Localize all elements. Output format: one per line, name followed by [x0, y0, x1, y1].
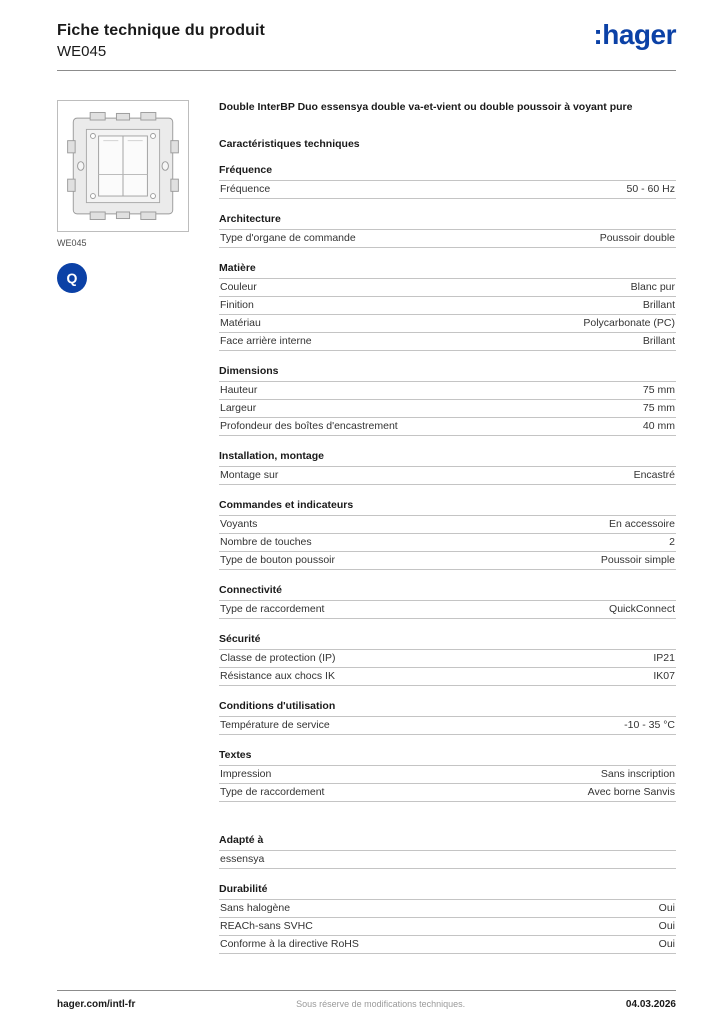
spec-section — [219, 499, 676, 570]
spec-section — [219, 164, 676, 199]
spec-row — [219, 552, 676, 570]
product-title: Double InterBP Duo essensya double va-et-vient ou double poussoir à voyant pure — [219, 101, 633, 113]
spec-row — [219, 851, 676, 869]
page-header — [57, 19, 676, 71]
footer-site: hager.com/intl-fr — [57, 999, 136, 1010]
spec-value: Brillant — [642, 335, 675, 348]
spec-value: 40 mm — [642, 420, 675, 433]
spec-label: Type de raccordement — [220, 603, 325, 616]
section-rows — [219, 600, 676, 619]
spec-row — [219, 279, 676, 297]
spec-value: Oui — [658, 938, 675, 951]
spec-value: 2 — [669, 536, 675, 549]
spec-label: Impression — [220, 768, 272, 781]
spec-row — [219, 918, 676, 936]
section-rows — [219, 381, 676, 436]
section-heading: Sécurité — [219, 633, 261, 646]
spec-row — [219, 650, 676, 668]
spec-row — [219, 382, 676, 400]
spec-panel — [219, 100, 676, 954]
spec-label: Type de bouton poussoir — [220, 554, 335, 567]
spec-value: Sans inscription — [600, 768, 675, 781]
spec-section — [219, 700, 676, 735]
section-rows — [219, 850, 676, 869]
spec-label: Matériau — [220, 317, 261, 330]
spec-label: Face arrière interne — [220, 335, 312, 348]
section-heading: Connectivité — [219, 584, 283, 597]
image-caption: WE045 — [57, 238, 87, 248]
section-heading: Matière — [219, 262, 256, 275]
spec-row — [219, 181, 676, 199]
spec-value: IK07 — [653, 670, 675, 683]
left-panel — [57, 100, 189, 954]
spec-row — [219, 333, 676, 351]
section-heading: Commandes et indicateurs — [219, 499, 354, 512]
section-heading: Fréquence — [219, 164, 273, 177]
spec-label: Sans halogène — [220, 902, 291, 915]
spec-label: Type de raccordement — [220, 786, 325, 799]
footer-note: Sous réserve de modifications techniques. — [296, 999, 466, 1009]
spec-row — [219, 766, 676, 784]
switch-drawing-icon — [62, 105, 184, 227]
spec-row — [219, 516, 676, 534]
section-heading: Conditions d'utilisation — [219, 700, 336, 713]
spec-section — [219, 262, 676, 351]
page-title: Fiche technique du produit — [57, 22, 265, 39]
section-heading: Architecture — [219, 213, 281, 226]
spec-label: REACh-sans SVHC — [220, 920, 313, 933]
spec-label: Résistance aux chocs IK — [220, 670, 335, 683]
section-rows — [219, 278, 676, 351]
spec-section — [219, 834, 676, 869]
spec-row — [219, 900, 676, 918]
spec-label: Montage sur — [220, 469, 279, 482]
page-footer — [57, 990, 676, 1010]
spec-value: Oui — [658, 920, 675, 933]
product-code: WE045 — [57, 43, 107, 60]
section-rows — [219, 229, 676, 248]
spec-row — [219, 717, 676, 735]
spec-row — [219, 297, 676, 315]
spec-value: Poussoir double — [599, 232, 675, 245]
spec-row — [219, 601, 676, 619]
spec-section — [219, 749, 676, 802]
quickconnect-badge-letter: Q — [66, 270, 78, 286]
spec-row — [219, 467, 676, 485]
spec-value: IP21 — [653, 652, 675, 665]
spec-value: Blanc pur — [630, 281, 675, 294]
spec-row — [219, 315, 676, 333]
section-heading: Textes — [219, 749, 252, 762]
spec-label: Couleur — [220, 281, 257, 294]
section-heading: Adapté à — [219, 834, 264, 847]
spec-section — [219, 584, 676, 619]
section-rows — [219, 466, 676, 485]
spec-label: Fréquence — [220, 183, 271, 196]
spec-value: Poussoir simple — [600, 554, 675, 567]
spec-value: Polycarbonate (PC) — [583, 317, 675, 330]
section-rows — [219, 716, 676, 735]
spec-label: Voyants — [220, 518, 258, 531]
spec-label: Hauteur — [220, 384, 258, 397]
section-heading: Dimensions — [219, 365, 279, 378]
spec-value: QuickConnect — [609, 603, 675, 616]
spec-label: Largeur — [220, 402, 257, 415]
spec-section — [219, 213, 676, 248]
header-titles — [57, 22, 265, 60]
section-rows — [219, 765, 676, 802]
spec-section — [219, 450, 676, 485]
spec-value: Avec borne Sanvis — [587, 786, 675, 799]
spec-value: Oui — [658, 902, 675, 915]
product-image — [57, 100, 189, 232]
spec-label: Conforme à la directive RoHS — [220, 938, 359, 951]
section-rows — [219, 180, 676, 199]
spec-row — [219, 418, 676, 436]
spec-section — [219, 365, 676, 436]
content — [57, 100, 676, 954]
spec-label: Profondeur des boîtes d'encastrement — [220, 420, 398, 433]
spec-value: 75 mm — [642, 384, 675, 397]
section-rows — [219, 649, 676, 686]
spec-value: -10 - 35 °C — [624, 719, 675, 732]
spec-value: En accessoire — [609, 518, 675, 531]
spec-label: Nombre de touches — [220, 536, 312, 549]
footer-date: 04.03.2026 — [625, 999, 676, 1010]
spec-row — [219, 936, 676, 954]
spec-label: Température de service — [220, 719, 330, 732]
spec-row — [219, 230, 676, 248]
spec-label: Finition — [220, 299, 254, 312]
spec-row — [219, 400, 676, 418]
spec-sections — [219, 164, 676, 954]
spec-value: Encastré — [633, 469, 675, 482]
section-heading: Installation, montage — [219, 450, 325, 463]
spec-section — [219, 883, 676, 954]
spec-label: Classe de protection (IP) — [220, 652, 336, 665]
spec-value: 75 mm — [642, 402, 675, 415]
specs-section-title: Caractéristiques techniques — [219, 138, 360, 151]
spec-label: essensya — [220, 853, 265, 866]
spec-value: 50 - 60 Hz — [626, 183, 675, 196]
spec-label: Type d'organe de commande — [220, 232, 356, 245]
quickconnect-badge-icon — [57, 263, 87, 293]
spec-section — [219, 633, 676, 686]
spec-row — [219, 668, 676, 686]
section-heading: Durabilité — [219, 883, 268, 896]
spec-row — [219, 534, 676, 552]
hager-logo: :hager — [593, 19, 676, 50]
section-rows — [219, 515, 676, 570]
section-rows — [219, 899, 676, 954]
spec-value: Brillant — [642, 299, 675, 312]
spec-row — [219, 784, 676, 802]
